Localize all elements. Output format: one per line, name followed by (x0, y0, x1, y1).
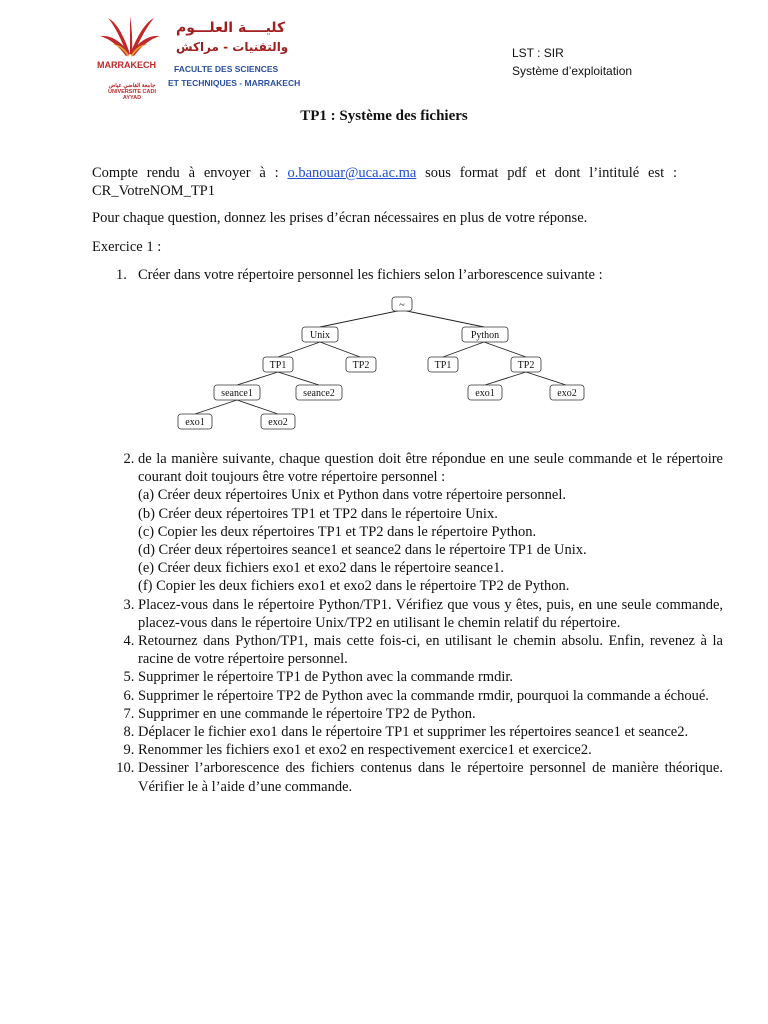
tree-label-seance1: seance1 (221, 388, 253, 399)
tree-label-unix: Unix (310, 330, 330, 341)
page-title: TP1 : Système des fichiers (300, 108, 468, 124)
tree-label-python: Python (470, 330, 500, 341)
tree-label-unix-tp2: TP2 (352, 360, 370, 371)
question-list (92, 450, 723, 796)
question-8: 8. Déplacer le fichier exo1 dans le répertoire TP1 et supprimer les répertoires seance1 et seance2. (138, 723, 723, 741)
question-10: 10. Dessiner l’arborescence des fichiers contenus dans le répertoire personnel de manière théorique. Vérifier le à l’aide d’une commande. (138, 759, 723, 795)
screenshots-note: Pour chaque question, donnez les prises d’écran nécessaires en plus de votre réponse. (92, 210, 588, 226)
question-1-text: Créer dans votre répertoire personnel les fichiers selon l’arborescence suivante : (138, 267, 603, 283)
directory-tree-diagram (170, 292, 600, 442)
logo-university-arabic: جامعة القاضي عياض (108, 83, 156, 89)
course-program: LST : SIR (512, 46, 564, 60)
course-subject: Système d’exploitation (512, 64, 633, 78)
tree-label-seance-exo1: exo1 (185, 417, 205, 428)
logo-arabic-line2: والتقنيات - مراكش (176, 40, 289, 54)
tree-label-python-tp1: TP1 (434, 360, 452, 371)
logo-university-name: UNIVERSITE CADI AYYAD (108, 89, 156, 101)
submission-instructions (92, 164, 677, 200)
question-2a: (a) Créer deux répertoires Unix et Python dans votre répertoire personnel. (138, 487, 566, 504)
question-2b: (b) Créer deux répertoires TP1 et TP2 dans le répertoire Unix. (138, 505, 498, 522)
question-2-intro: de la manière suivante, chaque question doit être répondue en une seule commande et le répertoire courant doit toujours être votre répertoire personnel : (138, 451, 723, 486)
tree-label-python-exo1: exo1 (475, 388, 495, 399)
submission-prefix: Compte rendu à envoyer à : (92, 165, 288, 181)
tree-label-root: ~ (399, 300, 405, 311)
tree-label-python-tp2: TP2 (517, 360, 535, 371)
logo-arabic-line1: كليــــة العلـــوم (176, 20, 286, 36)
tree-label-python-exo2: exo2 (557, 388, 577, 399)
question-6: 6. Supprimer le répertoire TP2 de Python avec la commande rmdir, pourquoi la commande a échoué. (138, 687, 723, 705)
question-4: 4. Retournez dans Python/TP1, mais cette fois-ci, en utilisant le chemin absolu. Enfin, revenez à la racine de votre répertoire personnel. (138, 632, 723, 668)
logo-french-line1: FACULTE DES SCIENCES (174, 64, 279, 74)
question-2d: (d) Créer deux répertoires seance1 et seance2 dans le répertoire TP1 de Unix. (138, 542, 587, 559)
question-2 (138, 450, 723, 596)
question-7: 7. Supprimer en une commande le répertoire TP2 de Python. (138, 705, 723, 723)
question-2e: (e) Créer deux fichiers exo1 et exo2 dans le répertoire seance1. (138, 560, 504, 577)
question-9: 9. Renommer les fichiers exo1 et exo2 en respectivement exercice1 et exercice2. (138, 741, 723, 759)
email-link[interactable]: o.banouar@uca.ac.ma (287, 165, 417, 181)
question-1: 1. Créer dans votre répertoire personnel les fichiers selon l’arborescence suivante : (116, 267, 603, 283)
tree-label-unix-tp1: TP1 (269, 360, 287, 371)
course-info (512, 44, 632, 80)
question-2c: (c) Copier les deux répertoires TP1 et TP2 dans le répertoire Python. (138, 523, 537, 540)
question-3: 3. Placez-vous dans le répertoire Python/TP1. Vérifiez que vous y êtes, puis, en une seule commande, placez-vous dans le répertoire Unix/TP2 en utilisant le chemin relatif du répertoire. (138, 596, 723, 632)
exercise-heading: Exercice 1 : (92, 239, 162, 255)
question-5: 5. Supprimer le répertoire TP1 de Python avec la commande rmdir. (138, 668, 723, 686)
tree-label-seance2: seance2 (303, 388, 335, 399)
logo-university (99, 83, 165, 101)
logo-french-line2: ET TECHNIQUES - MARRAKECH (168, 78, 301, 88)
logo-city: MARRAKECH (97, 60, 156, 70)
tree-label-seance-exo2: exo2 (268, 417, 288, 428)
question-2f: (f) Copier les deux fichiers exo1 et exo2 dans le répertoire TP2 de Python. (138, 578, 570, 595)
submission-suffix: sous format pdf et dont l’intitulé est : CR_VotreNOM_TP1 (92, 165, 677, 199)
